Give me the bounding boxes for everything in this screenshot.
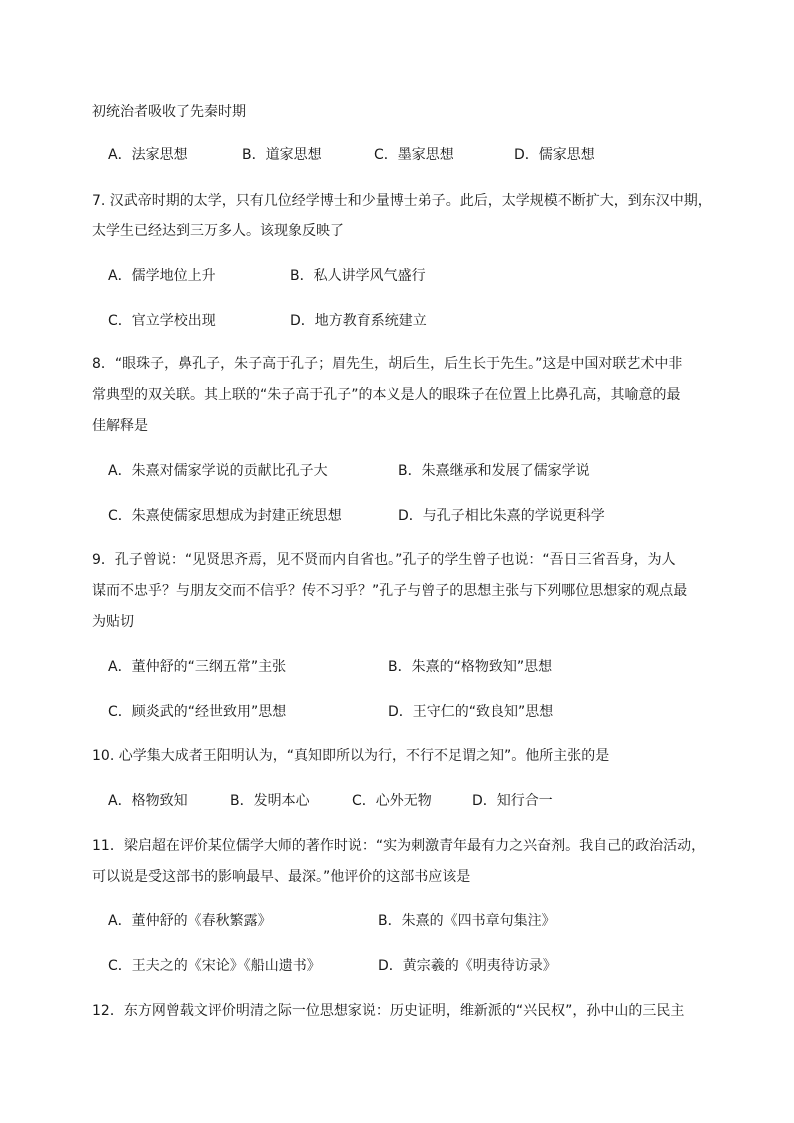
q9-stem-line-3: 为贴切: [92, 614, 134, 630]
q10-option-a[interactable]: A．格物致知: [108, 793, 188, 809]
q7-stem-line-1: 7. 汉武帝时期的太学，只有几位经学博士和少量博士弟子。此后，太学规模不断扩大，到东汉中期，: [92, 193, 712, 209]
q8-option-d[interactable]: D．与孔子相比朱熹的学说更科学: [398, 508, 605, 524]
q9-option-d[interactable]: D．王守仁的“致良知”思想: [388, 704, 554, 720]
q8-stem-line-1: 8．“眼珠子，鼻孔子，朱子高于孔子；眉先生，胡后生，后生长于先生。”这是中国对联艺术中非: [92, 356, 683, 372]
q6-option-d[interactable]: D．儒家思想: [514, 147, 595, 163]
q8-option-b[interactable]: B．朱熹继承和发展了儒家学说: [398, 463, 590, 479]
q10-stem-line: 10. 心学集大成者王阳明认为，“真知即所以为行，不行不足谓之知”。他所主张的是: [92, 748, 610, 764]
q11-option-a[interactable]: A．董仲舒的《春秋繁露》: [108, 913, 272, 929]
q7-stem-line-2: 太学生已经达到三万多人。该现象反映了: [92, 223, 344, 239]
q10-option-b[interactable]: B．发明本心: [230, 793, 310, 809]
q9-stem-line-1: 9．孔子曾说：“见贤思齐焉，见不贤而内自省也。”孔子的学生曾子也说：“吾日三省吾身，为人: [92, 552, 676, 568]
q7-option-d[interactable]: D．地方教育系统建立: [290, 313, 427, 329]
q11-option-d[interactable]: D．黄宗羲的《明夷待访录》: [378, 958, 557, 974]
q8-option-c[interactable]: C．朱熹使儒家思想成为封建正统思想: [108, 508, 342, 524]
q11-option-c[interactable]: C．王夫之的《宋论》《船山遗书》: [108, 958, 321, 974]
q11-stem-line-2: 可以说是受这部书的影响最早、最深。”他评价的这部书应该是: [92, 869, 471, 885]
q11-option-b[interactable]: B．朱熹的《四书章句集注》: [378, 913, 556, 929]
q9-option-a[interactable]: A．董仲舒的“三纲五常”主张: [108, 659, 287, 675]
q10-option-d[interactable]: D．知行合一: [472, 793, 553, 809]
q11-stem-line-1: 11．梁启超在评价某位儒学大师的著作时说：“实为刺激青年最有力之兴奋剂。我自己的政治活动，: [92, 838, 706, 854]
q7-option-b[interactable]: B．私人讲学风气盛行: [290, 268, 426, 284]
q8-stem-line-2: 常典型的双关联。其上联的“朱子高于孔子”的本义是人的眼珠子在位置上比鼻孔高，其喻意的最: [92, 387, 681, 403]
q8-option-a[interactable]: A．朱熹对儒家学说的贡献比孔子大: [108, 463, 328, 479]
q7-option-a[interactable]: A．儒学地位上升: [108, 268, 216, 284]
q9-stem-line-2: 谋而不忠乎？与朋友交而不信乎？传不习乎？”孔子与曾子的思想主张与下列哪位思想家的观点最: [92, 583, 688, 599]
q12-stem-line: 12．东方网曾载文评价明清之际一位思想家说：历史证明，维新派的“兴民权”，孙中山的三民主: [92, 1003, 685, 1019]
q8-stem-line-3: 佳解释是: [92, 418, 148, 434]
q6-stem-line: 初统治者吸收了先秦时期: [92, 104, 246, 120]
q6-option-b[interactable]: B．道家思想: [242, 147, 322, 163]
q10-option-c[interactable]: C．心外无物: [352, 793, 432, 809]
q7-option-c[interactable]: C．官立学校出现: [108, 313, 216, 329]
q9-option-c[interactable]: C．顾炎武的“经世致用”思想: [108, 704, 287, 720]
q9-option-b[interactable]: B．朱熹的“格物致知”思想: [388, 659, 553, 675]
q6-option-a[interactable]: A．法家思想: [108, 147, 188, 163]
q6-option-c[interactable]: C．墨家思想: [374, 147, 454, 163]
